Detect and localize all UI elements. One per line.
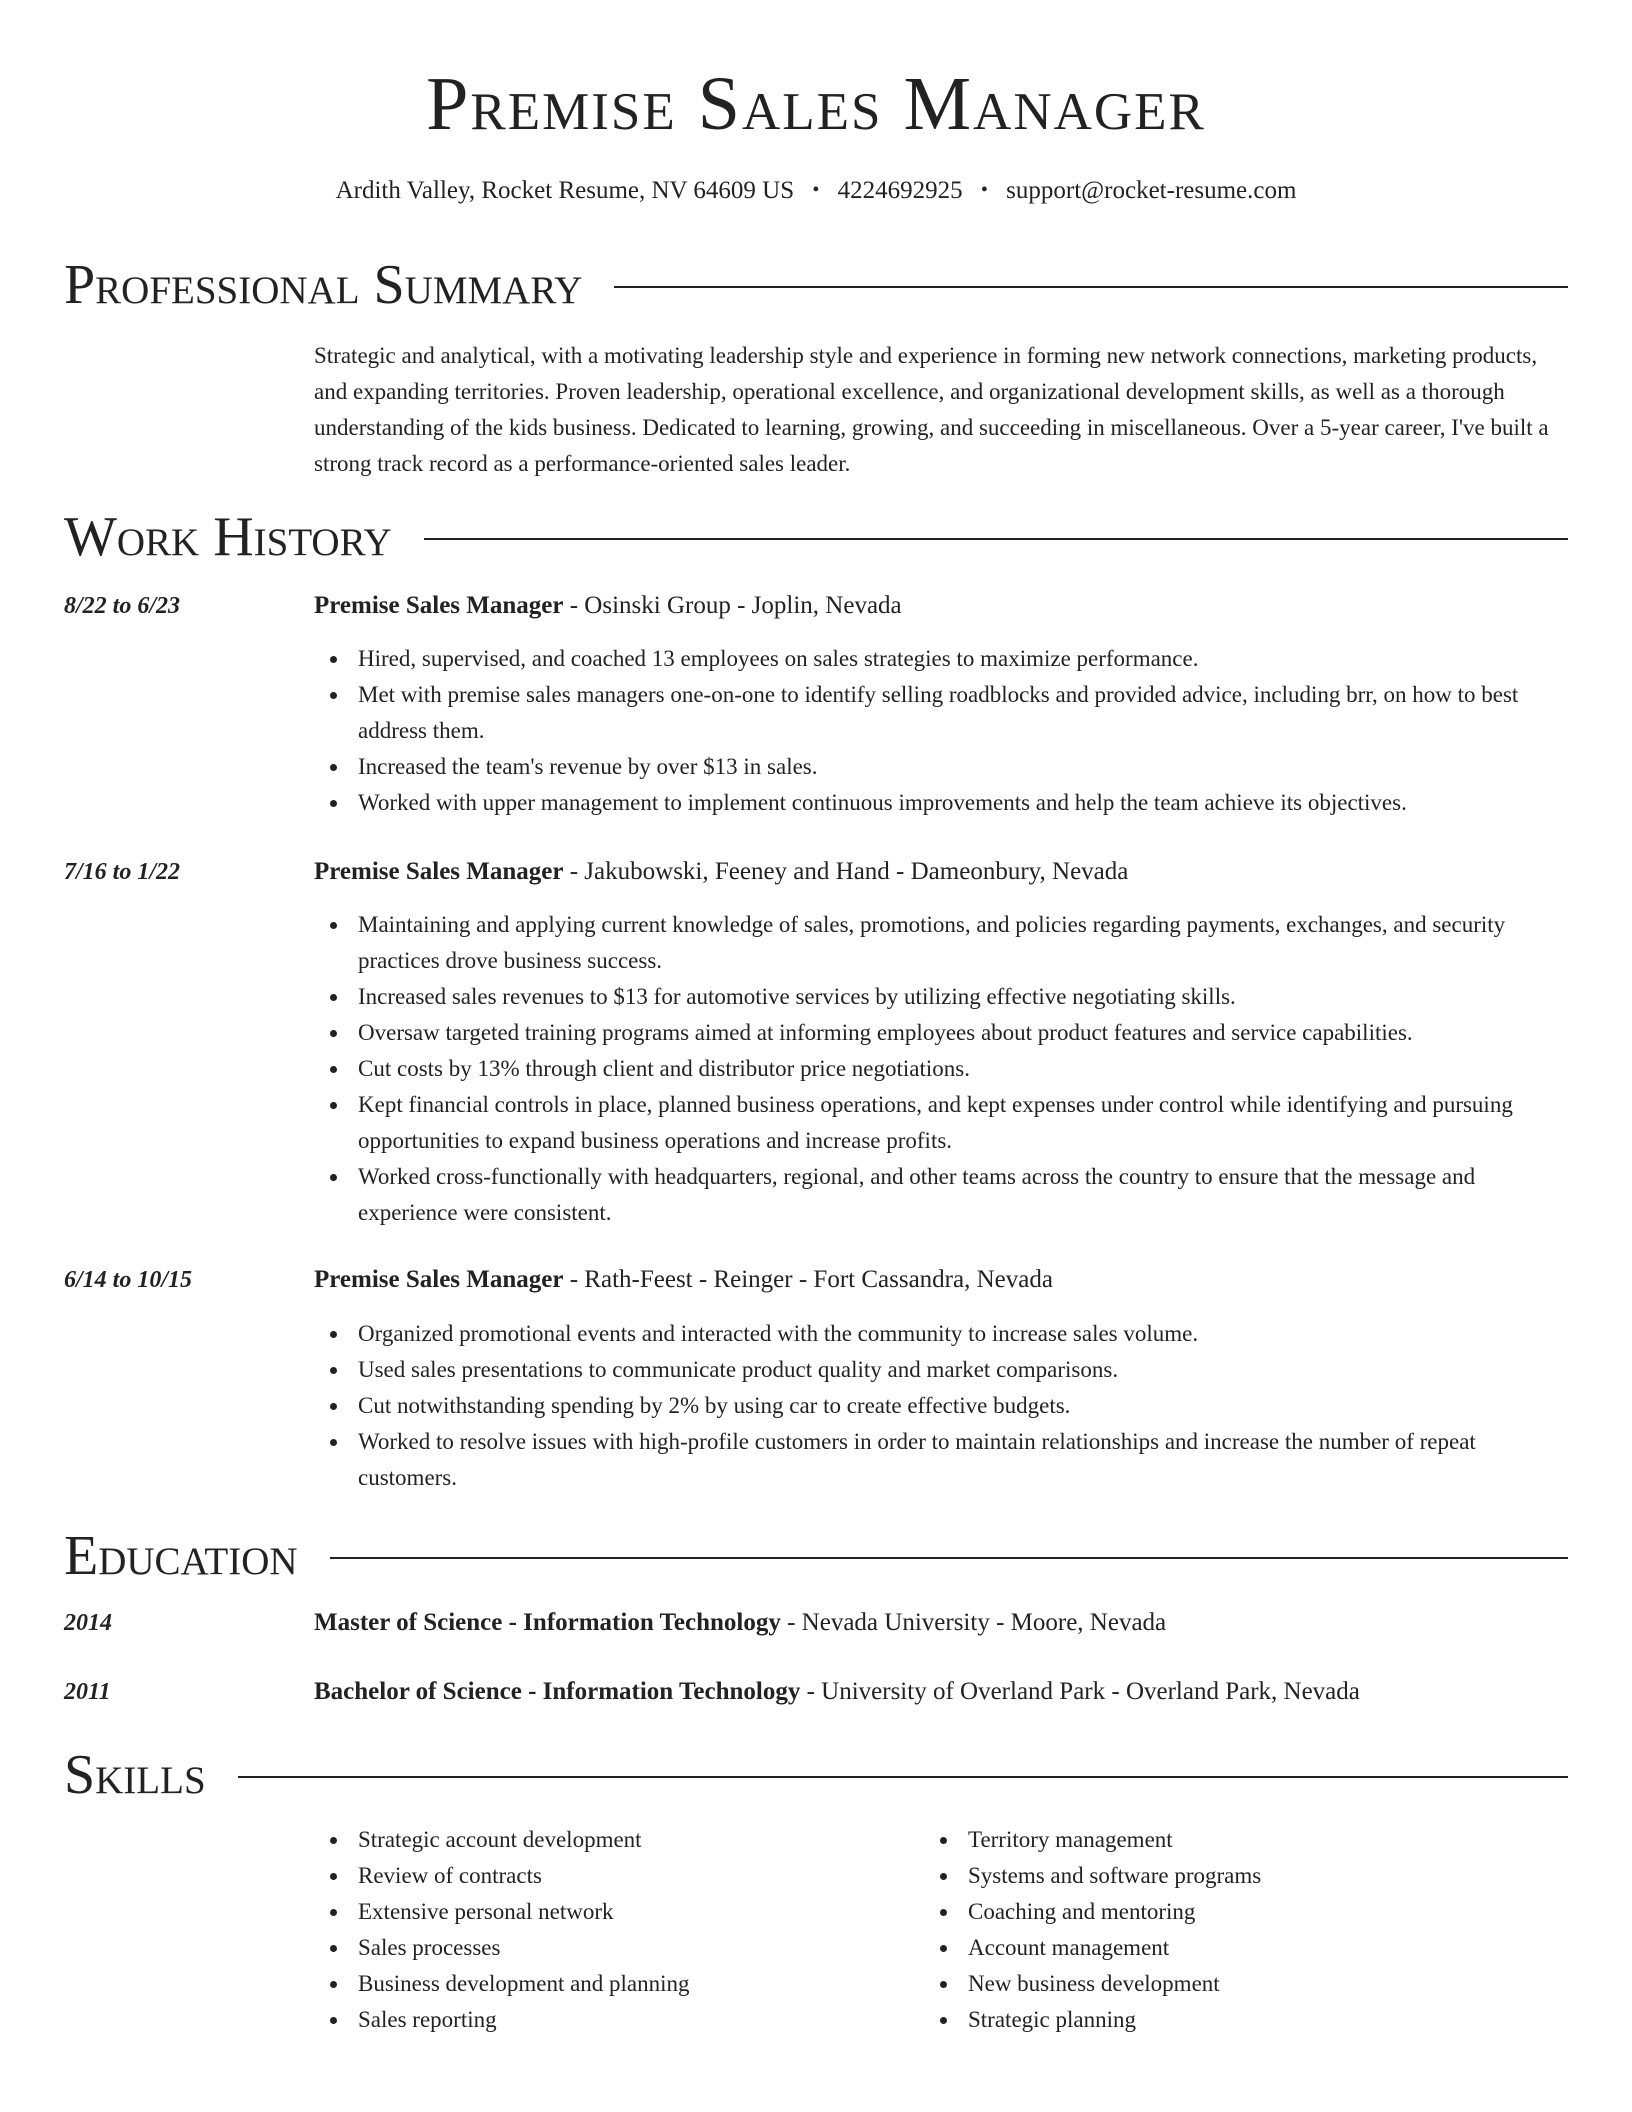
job-title: Premise Sales Manager	[314, 858, 564, 885]
skill-item: Review of contracts	[314, 1858, 914, 1894]
skill-item: Extensive personal network	[314, 1894, 914, 1930]
job-bullet: Met with premise sales managers one-on-one to identify selling roadblocks and provided advice, including brr, on how to best address them.	[314, 677, 1572, 749]
skills-list-right	[924, 1822, 1524, 2038]
job-title: Premise Sales Manager	[314, 592, 564, 619]
job-title-line	[314, 1262, 1053, 1298]
job-bullets	[314, 1316, 1572, 1496]
contact-phone: 4224692925	[837, 177, 963, 204]
job-title-line	[314, 854, 1128, 890]
summary-text: Strategic and analytical, with a motivating leadership style and experience in forming new network connections, marketing products, and expanding territories. Proven leadership, operational excellence, and organizational development skills, as well as a thorough understanding of the kids business. Dedicated to learning, growing, and succeeding in miscellaneous. Over a 5-year career, I've built a strong track record as a performance-oriented sales leader.	[314, 343, 1549, 476]
education-year: 2014	[64, 1610, 112, 1636]
education-line	[314, 1674, 1360, 1710]
section-divider	[330, 1557, 1568, 1559]
skill-item: Business development and planning	[314, 1966, 914, 2002]
contact-email: support@rocket-resume.com	[1006, 177, 1297, 204]
skill-item: Systems and software programs	[924, 1858, 1524, 1894]
contact-address: Ardith Valley, Rocket Resume, NV 64609 US	[335, 177, 795, 204]
job-title-line	[314, 588, 902, 624]
section-divider	[614, 286, 1568, 288]
job-bullet: Worked with upper management to implement continuous improvements and help the team achieve its objectives.	[314, 785, 1572, 821]
education-details: - Nevada University - Moore, Nevada	[780, 1609, 1167, 1636]
job-bullet: Worked to resolve issues with high-profile customers in order to maintain relationships and increase the number of repeat customers.	[314, 1424, 1572, 1496]
skills-section-header	[64, 1740, 1568, 1810]
skill-item: Account management	[924, 1930, 1524, 1966]
job-dates: 7/16 to 1/22	[64, 859, 181, 885]
job-bullets	[314, 641, 1572, 821]
job-bullet: Increased the team's revenue by over $13 in sales.	[314, 749, 1572, 785]
work-section-header	[64, 502, 1568, 572]
skills-list-left	[314, 1822, 914, 2038]
job-bullet: Kept financial controls in place, planned business operations, and kept expenses under control while identifying and pursuing opportunities to expand business operations and increase profits.	[314, 1087, 1572, 1159]
education-degree: Master of Science - Information Technology	[314, 1609, 781, 1636]
skill-item: Territory management	[924, 1822, 1524, 1858]
education-section-header	[64, 1521, 1568, 1591]
job-bullet: Cut costs by 13% through client and distributor price negotiations.	[314, 1051, 1572, 1087]
skills-heading: Skills	[64, 1744, 206, 1806]
job-bullet: Organized promotional events and interacted with the community to increase sales volume.	[314, 1316, 1572, 1352]
summary-section-header	[64, 250, 1568, 320]
job-bullet: Increased sales revenues to $13 for automotive services by utilizing effective negotiating skills.	[314, 979, 1572, 1015]
skill-item: New business development	[924, 1966, 1524, 2002]
job-bullet: Cut notwithstanding spending by 2% by using car to create effective budgets.	[314, 1388, 1572, 1424]
work-heading: Work History	[64, 506, 392, 568]
job-details: - Jakubowski, Feeney and Hand - Dameonbury, Nevada	[563, 858, 1129, 885]
job-details: - Osinski Group - Joplin, Nevada	[563, 592, 902, 619]
section-divider	[424, 538, 1568, 540]
job-bullet: Worked cross-functionally with headquarters, regional, and other teams across the country to ensure that the message and experience were consistent.	[314, 1159, 1572, 1231]
education-degree: Bachelor of Science - Information Technology	[314, 1678, 801, 1705]
job-dates: 6/14 to 10/15	[64, 1267, 193, 1293]
section-divider	[238, 1776, 1568, 1778]
job-details: - Rath-Feest - Reinger - Fort Cassandra, Nevada	[563, 1266, 1053, 1293]
contact-separator: •	[812, 179, 820, 201]
job-bullet: Used sales presentations to communicate product quality and market comparisons.	[314, 1352, 1572, 1388]
job-dates: 8/22 to 6/23	[64, 593, 181, 619]
resume-name: Premise Sales Manager	[426, 62, 1206, 146]
job-bullet: Maintaining and applying current knowledge of sales, promotions, and policies regarding payments, exchanges, and security practices drove business success.	[314, 907, 1572, 979]
education-heading: Education	[64, 1525, 298, 1587]
education-details: - University of Overland Park - Overland Park, Nevada	[800, 1678, 1360, 1705]
education-line	[314, 1605, 1166, 1641]
skill-item: Strategic account development	[314, 1822, 914, 1858]
job-bullet: Hired, supervised, and coached 13 employees on sales strategies to maximize performance.	[314, 641, 1572, 677]
skill-item: Strategic planning	[924, 2002, 1524, 2038]
job-bullet: Oversaw targeted training programs aimed at informing employees about product features and service capabilities.	[314, 1015, 1572, 1051]
summary-heading: Professional Summary	[64, 254, 583, 316]
contact-line	[0, 174, 1632, 209]
skill-item: Coaching and mentoring	[924, 1894, 1524, 1930]
contact-separator: •	[980, 179, 988, 201]
job-bullets	[314, 907, 1572, 1231]
skill-item: Sales processes	[314, 1930, 914, 1966]
education-year: 2011	[64, 1679, 111, 1705]
skill-item: Sales reporting	[314, 2002, 914, 2038]
job-title: Premise Sales Manager	[314, 1266, 564, 1293]
